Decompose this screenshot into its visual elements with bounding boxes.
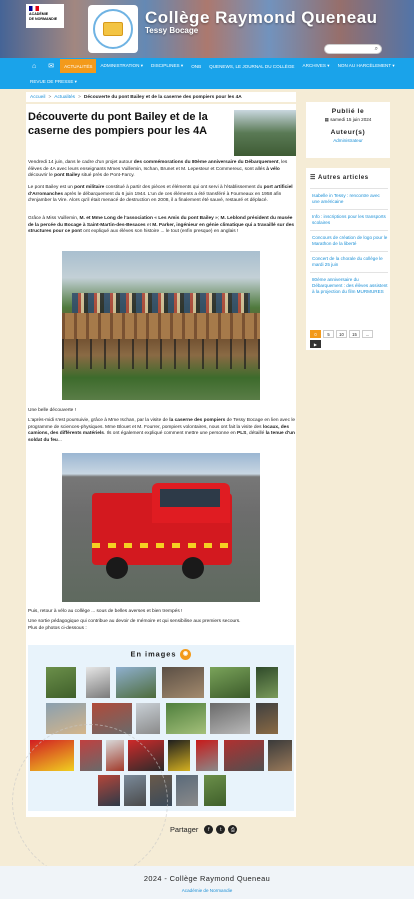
nav-item-disciplines[interactable]: DISCIPLINES ▾ [151, 63, 184, 68]
main-nav [0, 58, 414, 89]
breadcrumb [26, 92, 296, 102]
school-logo[interactable] [88, 5, 138, 53]
gallery-thumbnail[interactable] [86, 667, 110, 698]
gallery-thumbnail[interactable] [176, 775, 198, 806]
facebook-icon[interactable]: f [204, 825, 213, 834]
search-input[interactable] [325, 45, 371, 53]
breadcrumb-separator: > [78, 94, 81, 100]
gallery-thumbnail[interactable] [210, 667, 250, 698]
gallery-thumbnail[interactable] [162, 667, 204, 698]
nav-item-archives[interactable]: ARCHIVES ▾ [302, 63, 330, 68]
pagination-page[interactable]: 5 [323, 330, 334, 338]
article-paragraph-3: Grâce à Miss Vuillemin, M. et Mme Long de l'association « Les Amis du pont Bailey »; M. Leblond président du musée de la percée du Bocage à Saint-Martin-des-Besaces et M. Parker, ingénieur en génie climatique qui a travaillé sur des structures pour ce pont ont expliqué aux élèves son histoire ... le tout (enfin presque) en anglais ! [28, 216, 295, 235]
rf-logo-line1: ACADÉMIE [29, 12, 49, 16]
share-label: Partager [170, 825, 199, 834]
breadcrumb-current: Découverte du pont Bailey et de la caserne des pompiers pour les 4A [83, 94, 242, 100]
republique-francaise-logo[interactable] [26, 4, 64, 28]
article-paragraph-7: Plus de photos ci-dessous : [28, 626, 87, 631]
nav-item-administration[interactable]: ADMINISTRATION ▾ [100, 63, 143, 68]
article-thumbnail-image[interactable] [234, 110, 296, 156]
gallery-thumbnail[interactable] [46, 667, 76, 698]
article-container [26, 104, 296, 817]
gallery-thumbnail[interactable] [204, 775, 226, 806]
gallery-thumbnail[interactable] [268, 740, 292, 771]
pagination-next-button[interactable]: ▶ [310, 340, 321, 348]
gallery-thumbnail[interactable] [46, 703, 86, 734]
other-articles-box [306, 168, 390, 350]
gallery-thumbnail[interactable] [80, 740, 102, 771]
article-paragraph-2: Le pont Bailey est un pont militaire constitué à partir des pièces et éléments qui ont servi à l'établissement du port artificiel d'Arromanches après le débarquement du 6 juin 1944. L'un de ces éléments a été transféré à Fourneaux en 1958 afin d'enjamber la Vire. Alors qu'il était menacé de destruction en 2008, il a finalement été sauvé, restauré et déplacé. [28, 185, 293, 204]
site-footer [0, 866, 414, 899]
twitter-icon[interactable]: t [216, 825, 225, 834]
gallery-thumbnail[interactable] [168, 740, 190, 771]
article-title: Découverte du pont Bailey et de la caserne des pompiers pour les 4A [28, 111, 208, 137]
pagination-page[interactable]: ... [362, 330, 373, 338]
photo-gallery [28, 645, 294, 811]
published-date: ▦ samedi 15 juin 2024 [324, 117, 372, 122]
article-paragraph-4: L'après-midi s'est poursuivie, grâce à Mme Ischan, par la visite de la caserne des pompiers de Tessy Bocage en lien avec le programme de sciences-physiques. Mme Blouet et M. Fourrer, pompiers volontaires, nous ont fait la visite des locaux, des camions, des différents matériels. Ils ont également expliqué comment mettre une personne en PLS, détaillé la tenue d'un soldat du feu... [28, 418, 296, 443]
flag-icon [29, 6, 39, 11]
gallery-thumbnail[interactable] [196, 740, 218, 771]
other-article-link[interactable]: Concert de la chorale du collège le mardi 25 juin [310, 251, 388, 272]
fire-truck-photo[interactable] [62, 453, 260, 602]
print-icon[interactable]: ⎙ [228, 825, 237, 834]
nav-item-non-au-harc-lement[interactable]: NON AU HARCÈLEMENT ▾ [337, 63, 395, 68]
nav-item-revue-de-presse[interactable]: REVUE DE PRESSE ▾ [30, 79, 77, 84]
site-subtitle: Tessy Bocage [145, 26, 199, 35]
gallery-thumbnail[interactable] [30, 740, 74, 771]
gallery-thumbnail[interactable] [166, 703, 206, 734]
gallery-thumbnail[interactable] [136, 703, 160, 734]
gallery-thumbnail[interactable] [106, 740, 124, 771]
publication-info-box [306, 102, 390, 158]
published-heading: Publié le [331, 108, 365, 115]
other-article-link[interactable]: Concours de création de logo pour le Marathon de la liberté [310, 230, 388, 251]
home-icon[interactable]: ⌂ [32, 62, 37, 70]
gallery-thumbnail[interactable] [116, 667, 156, 698]
other-article-link[interactable]: Info : inscriptions pour les transports scolaires [310, 209, 388, 230]
gallery-thumbnail[interactable] [224, 740, 264, 771]
gallery-thumbnail[interactable] [124, 775, 146, 806]
article-paragraph-5: Puis, retour à vélo au collège ... sous de belles averses et bien trempés ! [28, 609, 183, 614]
pagination-page[interactable]: 15 [349, 330, 360, 338]
breadcrumb-separator: > [48, 94, 52, 100]
footer-title: 2024 - Collège Raymond Queneau [143, 874, 271, 883]
nav-item-actualit-s[interactable]: ACTUALITÉS [60, 59, 96, 73]
rf-logo-line2: DE NORMANDIE [29, 17, 58, 21]
share-bar [170, 825, 237, 834]
nav-item-onb[interactable]: ONB [191, 63, 202, 69]
article-paragraph-6: Une sortie pédagogique qui contribue au devoir de mémoire et qui sensibilise aux premiers secours. [28, 619, 241, 624]
photo-caption: Une belle découverte ! [28, 408, 76, 413]
gallery-thumbnail[interactable] [256, 703, 278, 734]
nav-item-quenews-le-journal-du-coll-ge[interactable]: QUENEWS, LE JOURNAL DU COLLÈGE [209, 63, 295, 69]
gallery-thumbnail[interactable] [128, 740, 164, 771]
breadcrumb-home[interactable]: Accueil [30, 94, 46, 100]
school-emblem-icon [93, 9, 133, 49]
pagination-page[interactable]: 10 [336, 330, 347, 338]
site-title[interactable]: Collège Raymond Queneau [145, 8, 378, 27]
camera-icon: ◉ [180, 649, 191, 660]
gallery-thumbnail[interactable] [150, 775, 172, 806]
other-articles-list [310, 188, 388, 299]
gallery-thumbnail[interactable] [210, 703, 250, 734]
pagination-page[interactable]: 0 [310, 330, 321, 338]
mail-icon[interactable]: ✉ [48, 63, 55, 70]
footer-academy-link[interactable]: Académie de Normandie [181, 888, 233, 893]
bridge-group-photo[interactable] [62, 251, 260, 400]
nav-row-1 [26, 59, 399, 73]
other-article-link[interactable]: Isabelle in Tessy : rencontre avec une américaine [310, 188, 388, 209]
list-icon: ☰ [310, 175, 319, 181]
article-paragraph-1: Vendredi 14 juin, dans le cadre d'un projet autour des commémorations du 80ème anniversaire du Débarquement, les élèves de 4A avec leurs enseignants Mmes Vuillemin, Ischan, Brunet et M. Lepesteur et Commereuc, sont allés à vélo découvrir le pont Bailey situé près de Pont-Farcy. [28, 160, 288, 179]
calendar-icon: ▦ [324, 117, 331, 122]
nav-row-2 [26, 75, 81, 89]
gallery-thumbnail[interactable] [256, 667, 278, 698]
author-link[interactable]: Administrateur [333, 138, 363, 143]
search-icon[interactable]: ⌕ [374, 46, 378, 52]
other-articles-heading: ☰ Autres articles [310, 175, 369, 181]
gallery-thumbnail[interactable] [92, 703, 132, 734]
search-box [324, 44, 382, 54]
gallery-title: En images ◉ [28, 649, 294, 660]
breadcrumb-section[interactable]: Actualités [54, 94, 76, 100]
pagination [310, 330, 373, 347]
site-header [0, 0, 414, 58]
other-article-link[interactable]: 80ème anniversaire du Débarquement : des élèves assistent à la projection du film MURMURES [310, 272, 388, 299]
gallery-thumbnail[interactable] [98, 775, 120, 806]
authors-heading: Auteur(s) [330, 129, 366, 136]
